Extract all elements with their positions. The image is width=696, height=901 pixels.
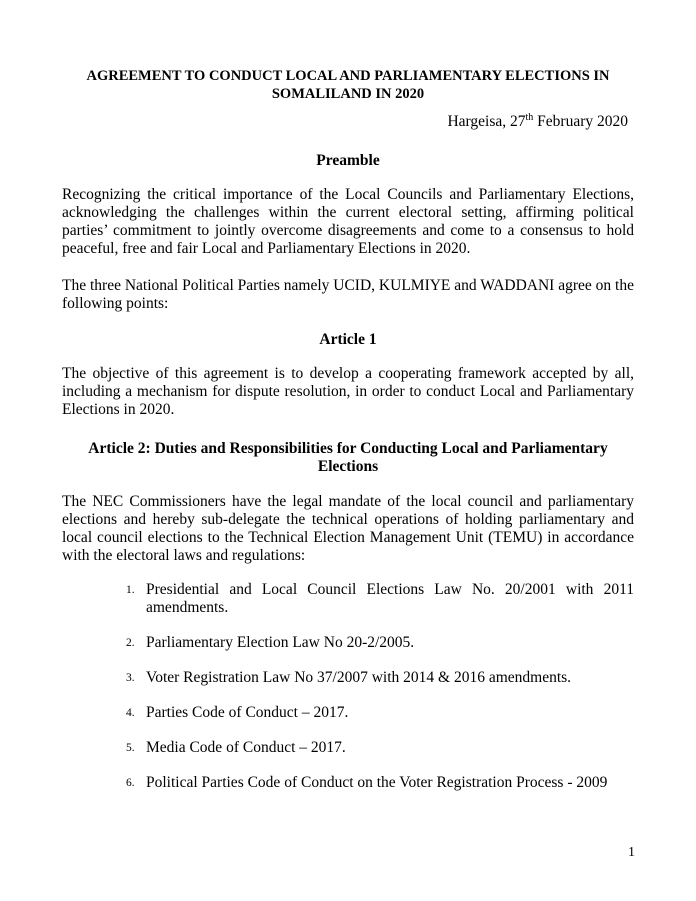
list-item-text: Political Parties Code of Conduct on the Voter Registration Process - 2009 (146, 774, 608, 791)
article-2-paragraph: The NEC Commissioners have the legal mandate of the local council and parliamentary elections and hereby sub-delegate the technical operations of holding parliamentary and local council elections to the Technical Election Management Unit (TEMU) in accordance with the electoral laws and regulations: (62, 493, 634, 564)
list-item (62, 704, 634, 722)
list-item-number: 3. (126, 672, 135, 684)
place-date (62, 113, 634, 131)
list-item (62, 739, 634, 757)
date-ordinal-suffix: th (525, 111, 534, 123)
list-item-number: 5. (126, 742, 135, 754)
list-item-text: Media Code of Conduct – 2017. (146, 739, 346, 756)
electoral-laws-list (62, 581, 634, 792)
article-2-heading: Article 2: Duties and Responsibilities for Conducting Local and Parliamentary Elections (88, 440, 608, 475)
list-item-number: 4. (126, 707, 135, 719)
place-date-prefix: Hargeisa, 27 (447, 113, 526, 130)
article-1-heading: Article 1 (319, 331, 377, 348)
list-item-text: Presidential and Local Council Elections Law No. 20/2001 with 2011 amendments. (146, 581, 634, 616)
place-date-suffix: February 2020 (533, 113, 628, 130)
list-item-number: 2. (126, 637, 135, 649)
document-title: AGREEMENT TO CONDUCT LOCAL AND PARLIAMENTARY ELECTIONS IN SOMALILAND IN 2020 (86, 68, 610, 102)
parties-paragraph: The three National Political Parties namely UCID, KULMIYE and WADDANI agree on the following points: (62, 277, 634, 312)
document-page (62, 67, 634, 792)
list-item-number: 1. (126, 584, 135, 596)
page-number: 1 (628, 845, 635, 860)
preamble-heading: Preamble (316, 152, 380, 169)
list-item-text: Parliamentary Election Law No 20-2/2005. (146, 634, 415, 651)
list-item-text: Parties Code of Conduct – 2017. (146, 704, 349, 721)
list-item-text: Voter Registration Law No 37/2007 with 2014 & 2016 amendments. (146, 669, 572, 686)
list-item (62, 634, 634, 652)
article-1-paragraph: The objective of this agreement is to develop a cooperating framework accepted by all, including a mechanism for dispute resolution, in order to conduct Local and Parliamentary Elections in 2020. (62, 365, 634, 418)
list-item-number: 6. (126, 777, 135, 789)
list-item (62, 669, 634, 687)
list-item (62, 581, 634, 617)
list-item (62, 774, 634, 792)
preamble-paragraph: Recognizing the critical importance of the Local Councils and Parliamentary Elections, acknowledging the challenges within the current electoral setting, affirming political parties’ commitment to jointly overcome disagreements and come to a consensus to hold peaceful, free and fair Local and Parliamentary Elections in 2020. (62, 186, 634, 257)
